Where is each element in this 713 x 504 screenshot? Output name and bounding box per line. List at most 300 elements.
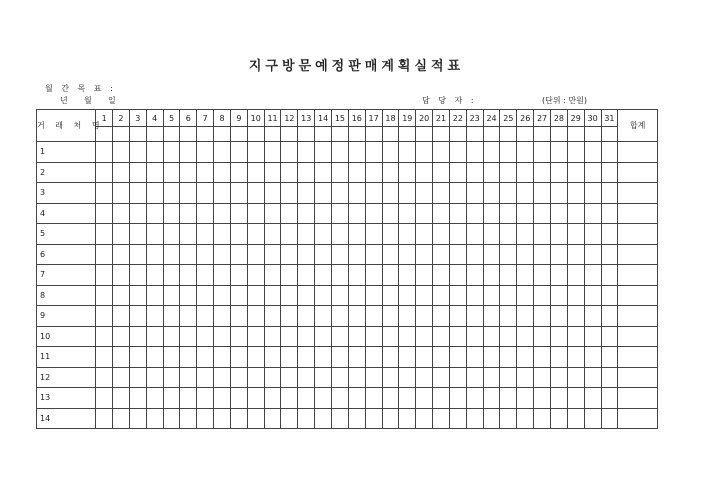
day-cell[interactable] <box>332 224 349 245</box>
day-cell[interactable] <box>281 142 298 163</box>
day-cell[interactable] <box>483 162 500 183</box>
day-cell[interactable] <box>146 265 163 286</box>
client-name-cell[interactable] <box>54 183 96 204</box>
day-cell[interactable] <box>96 285 113 306</box>
day-cell[interactable] <box>466 224 483 245</box>
day-cell[interactable] <box>264 244 281 265</box>
day-cell[interactable] <box>96 142 113 163</box>
total-cell[interactable] <box>618 183 658 204</box>
day-cell[interactable] <box>365 244 382 265</box>
day-cell[interactable] <box>197 183 214 204</box>
day-cell[interactable] <box>315 367 332 388</box>
day-cell[interactable] <box>534 306 551 327</box>
day-cell[interactable] <box>416 142 433 163</box>
total-cell[interactable] <box>618 285 658 306</box>
day-cell[interactable] <box>399 388 416 409</box>
day-cell[interactable] <box>129 306 146 327</box>
day-cell[interactable] <box>399 326 416 347</box>
day-cell[interactable] <box>567 388 584 409</box>
day-cell[interactable] <box>483 367 500 388</box>
day-cell[interactable] <box>550 224 567 245</box>
day-cell[interactable] <box>500 326 517 347</box>
day-cell[interactable] <box>281 326 298 347</box>
day-cell[interactable] <box>601 203 618 224</box>
day-cell[interactable] <box>230 306 247 327</box>
day-cell[interactable] <box>550 244 567 265</box>
day-cell[interactable] <box>230 408 247 429</box>
day-cell[interactable] <box>399 306 416 327</box>
day-cell[interactable] <box>550 285 567 306</box>
day-cell[interactable] <box>281 224 298 245</box>
day-cell[interactable] <box>298 367 315 388</box>
day-cell[interactable] <box>399 162 416 183</box>
day-cell[interactable] <box>567 306 584 327</box>
day-cell[interactable] <box>113 306 130 327</box>
day-cell[interactable] <box>567 162 584 183</box>
day-cell[interactable] <box>180 326 197 347</box>
day-cell[interactable] <box>146 224 163 245</box>
day-cell[interactable] <box>567 367 584 388</box>
day-cell[interactable] <box>332 326 349 347</box>
day-cell[interactable] <box>281 367 298 388</box>
day-cell[interactable] <box>517 367 534 388</box>
day-cell[interactable] <box>466 265 483 286</box>
day-cell[interactable] <box>146 408 163 429</box>
day-cell[interactable] <box>449 285 466 306</box>
day-cell[interactable] <box>129 224 146 245</box>
day-cell[interactable] <box>534 408 551 429</box>
day-cell[interactable] <box>180 224 197 245</box>
day-cell[interactable] <box>315 265 332 286</box>
day-cell[interactable] <box>197 162 214 183</box>
day-cell[interactable] <box>264 408 281 429</box>
day-cell[interactable] <box>113 203 130 224</box>
day-cell[interactable] <box>449 347 466 368</box>
day-cell[interactable] <box>230 367 247 388</box>
day-cell[interactable] <box>483 244 500 265</box>
day-cell[interactable] <box>264 224 281 245</box>
day-cell[interactable] <box>146 326 163 347</box>
day-cell[interactable] <box>365 142 382 163</box>
day-cell[interactable] <box>315 408 332 429</box>
day-cell[interactable] <box>416 224 433 245</box>
day-cell[interactable] <box>197 224 214 245</box>
day-cell[interactable] <box>584 285 601 306</box>
client-name-cell[interactable] <box>54 244 96 265</box>
day-cell[interactable] <box>601 265 618 286</box>
day-cell[interactable] <box>163 285 180 306</box>
day-cell[interactable] <box>348 244 365 265</box>
day-cell[interactable] <box>449 265 466 286</box>
day-cell[interactable] <box>298 183 315 204</box>
day-cell[interactable] <box>433 285 450 306</box>
day-cell[interactable] <box>567 203 584 224</box>
day-cell[interactable] <box>517 244 534 265</box>
day-cell[interactable] <box>601 408 618 429</box>
client-name-cell[interactable] <box>54 162 96 183</box>
day-cell[interactable] <box>180 388 197 409</box>
day-cell[interactable] <box>113 326 130 347</box>
day-cell[interactable] <box>264 367 281 388</box>
day-cell[interactable] <box>281 244 298 265</box>
day-cell[interactable] <box>230 203 247 224</box>
day-cell[interactable] <box>281 203 298 224</box>
day-cell[interactable] <box>584 388 601 409</box>
day-cell[interactable] <box>247 265 264 286</box>
day-cell[interactable] <box>281 265 298 286</box>
day-cell[interactable] <box>500 224 517 245</box>
total-cell[interactable] <box>618 367 658 388</box>
day-cell[interactable] <box>416 408 433 429</box>
day-cell[interactable] <box>483 224 500 245</box>
day-cell[interactable] <box>298 244 315 265</box>
day-cell[interactable] <box>197 306 214 327</box>
day-cell[interactable] <box>129 265 146 286</box>
day-cell[interactable] <box>315 388 332 409</box>
total-cell[interactable] <box>618 203 658 224</box>
day-cell[interactable] <box>281 183 298 204</box>
day-cell[interactable] <box>180 162 197 183</box>
day-cell[interactable] <box>534 285 551 306</box>
day-cell[interactable] <box>534 347 551 368</box>
day-cell[interactable] <box>113 388 130 409</box>
day-cell[interactable] <box>163 367 180 388</box>
day-cell[interactable] <box>298 347 315 368</box>
day-cell[interactable] <box>550 326 567 347</box>
day-cell[interactable] <box>483 265 500 286</box>
day-cell[interactable] <box>550 183 567 204</box>
day-cell[interactable] <box>129 347 146 368</box>
client-name-cell[interactable] <box>54 142 96 163</box>
day-cell[interactable] <box>348 388 365 409</box>
day-cell[interactable] <box>399 367 416 388</box>
day-cell[interactable] <box>264 162 281 183</box>
day-cell[interactable] <box>348 203 365 224</box>
day-cell[interactable] <box>500 244 517 265</box>
day-cell[interactable] <box>113 408 130 429</box>
day-cell[interactable] <box>348 224 365 245</box>
client-name-cell[interactable] <box>54 306 96 327</box>
day-cell[interactable] <box>601 224 618 245</box>
day-cell[interactable] <box>399 285 416 306</box>
day-cell[interactable] <box>129 326 146 347</box>
day-cell[interactable] <box>601 388 618 409</box>
day-cell[interactable] <box>433 265 450 286</box>
day-cell[interactable] <box>466 326 483 347</box>
client-name-cell[interactable] <box>54 224 96 245</box>
day-cell[interactable] <box>466 162 483 183</box>
day-cell[interactable] <box>483 183 500 204</box>
total-cell[interactable] <box>618 306 658 327</box>
day-cell[interactable] <box>584 224 601 245</box>
day-cell[interactable] <box>567 142 584 163</box>
day-cell[interactable] <box>550 388 567 409</box>
day-cell[interactable] <box>348 265 365 286</box>
day-cell[interactable] <box>500 265 517 286</box>
day-cell[interactable] <box>146 306 163 327</box>
day-cell[interactable] <box>230 326 247 347</box>
day-cell[interactable] <box>332 285 349 306</box>
day-cell[interactable] <box>517 347 534 368</box>
day-cell[interactable] <box>449 367 466 388</box>
day-cell[interactable] <box>584 265 601 286</box>
day-cell[interactable] <box>180 347 197 368</box>
day-cell[interactable] <box>550 142 567 163</box>
day-cell[interactable] <box>382 142 399 163</box>
day-cell[interactable] <box>399 183 416 204</box>
day-cell[interactable] <box>382 367 399 388</box>
day-cell[interactable] <box>466 203 483 224</box>
day-cell[interactable] <box>96 347 113 368</box>
day-cell[interactable] <box>433 347 450 368</box>
client-name-cell[interactable] <box>54 326 96 347</box>
day-cell[interactable] <box>365 408 382 429</box>
day-cell[interactable] <box>146 285 163 306</box>
day-cell[interactable] <box>113 367 130 388</box>
day-cell[interactable] <box>332 388 349 409</box>
day-cell[interactable] <box>281 285 298 306</box>
day-cell[interactable] <box>348 408 365 429</box>
day-cell[interactable] <box>230 224 247 245</box>
day-cell[interactable] <box>197 388 214 409</box>
day-cell[interactable] <box>315 162 332 183</box>
day-cell[interactable] <box>466 244 483 265</box>
day-cell[interactable] <box>163 162 180 183</box>
day-cell[interactable] <box>483 306 500 327</box>
day-cell[interactable] <box>146 162 163 183</box>
day-cell[interactable] <box>146 183 163 204</box>
day-cell[interactable] <box>264 347 281 368</box>
day-cell[interactable] <box>399 224 416 245</box>
day-cell[interactable] <box>601 306 618 327</box>
day-cell[interactable] <box>348 142 365 163</box>
day-cell[interactable] <box>264 265 281 286</box>
day-cell[interactable] <box>298 306 315 327</box>
day-cell[interactable] <box>601 244 618 265</box>
day-cell[interactable] <box>399 347 416 368</box>
day-cell[interactable] <box>449 142 466 163</box>
day-cell[interactable] <box>550 203 567 224</box>
day-cell[interactable] <box>315 326 332 347</box>
day-cell[interactable] <box>449 224 466 245</box>
day-cell[interactable] <box>601 183 618 204</box>
day-cell[interactable] <box>584 347 601 368</box>
day-cell[interactable] <box>348 306 365 327</box>
day-cell[interactable] <box>298 224 315 245</box>
day-cell[interactable] <box>96 244 113 265</box>
day-cell[interactable] <box>500 306 517 327</box>
day-cell[interactable] <box>365 265 382 286</box>
day-cell[interactable] <box>365 162 382 183</box>
day-cell[interactable] <box>567 285 584 306</box>
day-cell[interactable] <box>483 388 500 409</box>
day-cell[interactable] <box>483 326 500 347</box>
day-cell[interactable] <box>298 388 315 409</box>
day-cell[interactable] <box>517 162 534 183</box>
day-cell[interactable] <box>247 244 264 265</box>
day-cell[interactable] <box>517 183 534 204</box>
day-cell[interactable] <box>113 244 130 265</box>
day-cell[interactable] <box>416 347 433 368</box>
day-cell[interactable] <box>247 347 264 368</box>
day-cell[interactable] <box>550 347 567 368</box>
day-cell[interactable] <box>483 347 500 368</box>
day-cell[interactable] <box>230 285 247 306</box>
day-cell[interactable] <box>214 367 231 388</box>
day-cell[interactable] <box>534 265 551 286</box>
day-cell[interactable] <box>416 265 433 286</box>
day-cell[interactable] <box>601 142 618 163</box>
day-cell[interactable] <box>584 142 601 163</box>
day-cell[interactable] <box>449 326 466 347</box>
day-cell[interactable] <box>466 408 483 429</box>
day-cell[interactable] <box>298 285 315 306</box>
day-cell[interactable] <box>214 408 231 429</box>
day-cell[interactable] <box>332 367 349 388</box>
day-cell[interactable] <box>298 408 315 429</box>
day-cell[interactable] <box>247 326 264 347</box>
day-cell[interactable] <box>466 347 483 368</box>
day-cell[interactable] <box>500 347 517 368</box>
day-cell[interactable] <box>550 367 567 388</box>
day-cell[interactable] <box>517 224 534 245</box>
day-cell[interactable] <box>332 142 349 163</box>
day-cell[interactable] <box>163 388 180 409</box>
day-cell[interactable] <box>214 388 231 409</box>
day-cell[interactable] <box>197 203 214 224</box>
day-cell[interactable] <box>382 162 399 183</box>
day-cell[interactable] <box>315 306 332 327</box>
day-cell[interactable] <box>399 203 416 224</box>
client-name-cell[interactable] <box>54 265 96 286</box>
day-cell[interactable] <box>197 244 214 265</box>
day-cell[interactable] <box>382 244 399 265</box>
day-cell[interactable] <box>382 326 399 347</box>
day-cell[interactable] <box>264 326 281 347</box>
day-cell[interactable] <box>230 388 247 409</box>
day-cell[interactable] <box>500 203 517 224</box>
day-cell[interactable] <box>449 388 466 409</box>
day-cell[interactable] <box>197 408 214 429</box>
day-cell[interactable] <box>550 265 567 286</box>
day-cell[interactable] <box>214 224 231 245</box>
day-cell[interactable] <box>466 367 483 388</box>
day-cell[interactable] <box>281 388 298 409</box>
day-cell[interactable] <box>584 306 601 327</box>
day-cell[interactable] <box>113 162 130 183</box>
day-cell[interactable] <box>466 142 483 163</box>
client-name-cell[interactable] <box>54 408 96 429</box>
day-cell[interactable] <box>96 367 113 388</box>
day-cell[interactable] <box>348 347 365 368</box>
day-cell[interactable] <box>449 408 466 429</box>
day-cell[interactable] <box>382 224 399 245</box>
day-cell[interactable] <box>96 265 113 286</box>
day-cell[interactable] <box>466 285 483 306</box>
day-cell[interactable] <box>247 183 264 204</box>
client-name-cell[interactable] <box>54 367 96 388</box>
day-cell[interactable] <box>281 347 298 368</box>
client-name-cell[interactable] <box>54 203 96 224</box>
day-cell[interactable] <box>449 244 466 265</box>
total-cell[interactable] <box>618 224 658 245</box>
day-cell[interactable] <box>197 347 214 368</box>
day-cell[interactable] <box>365 347 382 368</box>
day-cell[interactable] <box>466 306 483 327</box>
day-cell[interactable] <box>567 326 584 347</box>
day-cell[interactable] <box>197 285 214 306</box>
day-cell[interactable] <box>214 162 231 183</box>
day-cell[interactable] <box>96 203 113 224</box>
day-cell[interactable] <box>365 203 382 224</box>
day-cell[interactable] <box>247 306 264 327</box>
day-cell[interactable] <box>214 306 231 327</box>
day-cell[interactable] <box>96 162 113 183</box>
day-cell[interactable] <box>332 183 349 204</box>
day-cell[interactable] <box>180 142 197 163</box>
day-cell[interactable] <box>567 224 584 245</box>
day-cell[interactable] <box>247 285 264 306</box>
day-cell[interactable] <box>230 142 247 163</box>
day-cell[interactable] <box>517 203 534 224</box>
day-cell[interactable] <box>534 367 551 388</box>
day-cell[interactable] <box>382 347 399 368</box>
day-cell[interactable] <box>433 306 450 327</box>
day-cell[interactable] <box>416 162 433 183</box>
day-cell[interactable] <box>382 285 399 306</box>
day-cell[interactable] <box>264 183 281 204</box>
day-cell[interactable] <box>298 265 315 286</box>
day-cell[interactable] <box>113 265 130 286</box>
total-cell[interactable] <box>618 326 658 347</box>
day-cell[interactable] <box>601 367 618 388</box>
day-cell[interactable] <box>416 183 433 204</box>
total-cell[interactable] <box>618 244 658 265</box>
day-cell[interactable] <box>567 244 584 265</box>
day-cell[interactable] <box>264 285 281 306</box>
day-cell[interactable] <box>96 388 113 409</box>
day-cell[interactable] <box>230 265 247 286</box>
day-cell[interactable] <box>332 203 349 224</box>
day-cell[interactable] <box>214 265 231 286</box>
day-cell[interactable] <box>96 183 113 204</box>
day-cell[interactable] <box>449 183 466 204</box>
day-cell[interactable] <box>129 142 146 163</box>
day-cell[interactable] <box>230 347 247 368</box>
day-cell[interactable] <box>146 203 163 224</box>
day-cell[interactable] <box>163 183 180 204</box>
day-cell[interactable] <box>197 142 214 163</box>
day-cell[interactable] <box>399 142 416 163</box>
day-cell[interactable] <box>298 162 315 183</box>
day-cell[interactable] <box>365 183 382 204</box>
day-cell[interactable] <box>517 326 534 347</box>
day-cell[interactable] <box>416 203 433 224</box>
day-cell[interactable] <box>214 285 231 306</box>
day-cell[interactable] <box>113 142 130 163</box>
day-cell[interactable] <box>534 203 551 224</box>
day-cell[interactable] <box>500 408 517 429</box>
day-cell[interactable] <box>163 306 180 327</box>
day-cell[interactable] <box>584 203 601 224</box>
day-cell[interactable] <box>247 142 264 163</box>
day-cell[interactable] <box>96 224 113 245</box>
day-cell[interactable] <box>129 162 146 183</box>
day-cell[interactable] <box>315 347 332 368</box>
day-cell[interactable] <box>214 142 231 163</box>
day-cell[interactable] <box>433 244 450 265</box>
client-name-cell[interactable] <box>54 285 96 306</box>
